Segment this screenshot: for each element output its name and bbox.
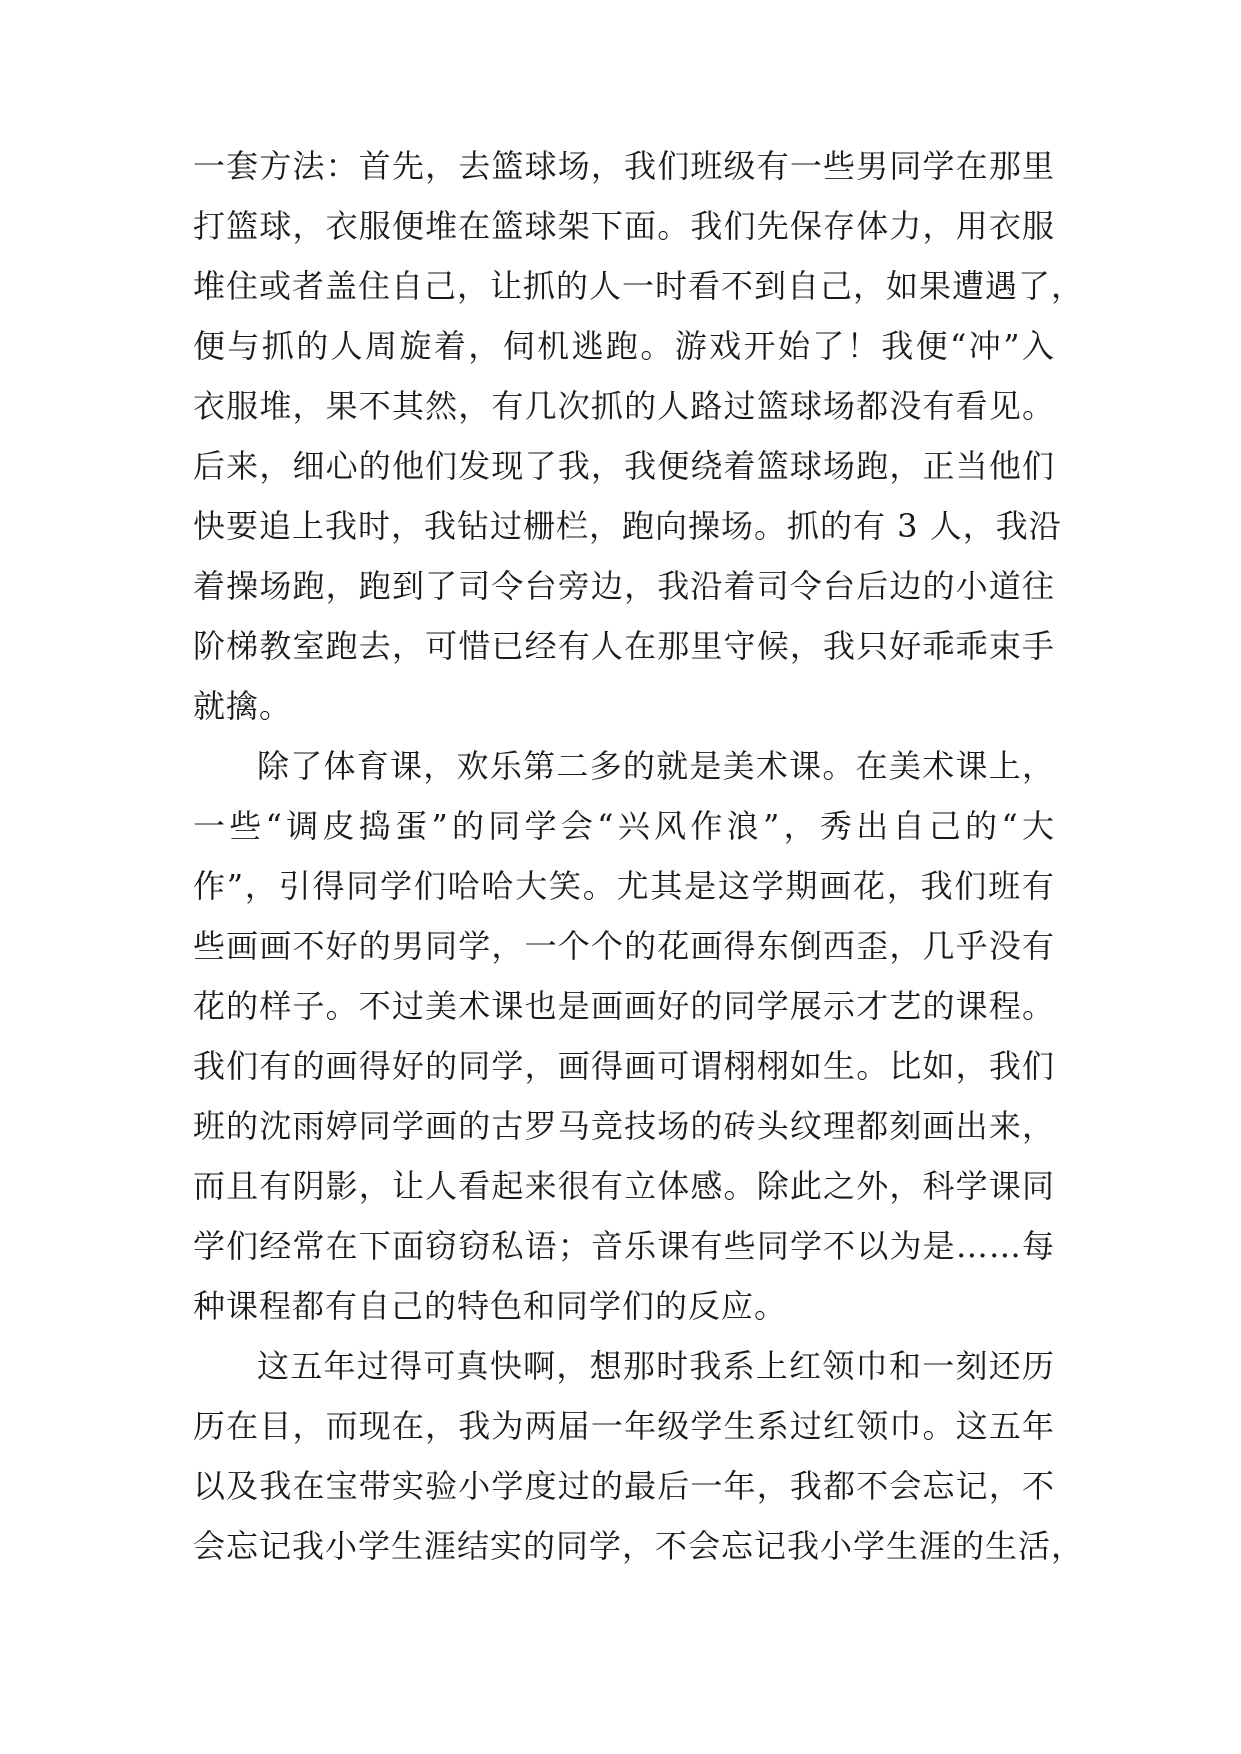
text-line: 会忘记我小学生涯结实的同学，不会忘记我小学生涯的生活， xyxy=(193,1527,1085,1565)
text-line: 打篮球，衣服便堆在篮球架下面。我们先保存体力，用衣服 xyxy=(193,207,1055,245)
paragraph-first-line: 这五年过得可真快啊，想那时我系上红领巾和一刻还历 xyxy=(257,1347,1055,1385)
text-line: 以及我在宝带实验小学度过的最后一年，我都不会忘记，不 xyxy=(193,1467,1055,1505)
text-line: 些画画不好的男同学，一个个的花画得东倒西歪，几乎没有 xyxy=(193,927,1055,965)
text-line: 花的样子。不过美术课也是画画好的同学展示才艺的课程。 xyxy=(193,987,1055,1025)
text-line: 一些“调皮捣蛋”的同学会“兴风作浪”，秀出自己的“大 xyxy=(193,807,1055,845)
text-line: 学们经常在下面窃窃私语；音乐课有些同学不以为是……每 xyxy=(193,1227,1055,1265)
text-line: 班的沈雨婷同学画的古罗马竞技场的砖头纹理都刻画出来， xyxy=(193,1107,1055,1145)
text-line: 后来，细心的他们发现了我，我便绕着篮球场跑，正当他们 xyxy=(193,447,1055,485)
paragraph-first-line: 除了体育课，欢乐第二多的就是美术课。在美术课上， xyxy=(257,747,1055,785)
text-line: 历在目，而现在，我为两届一年级学生系过红领巾。这五年 xyxy=(193,1407,1055,1445)
text-line: 种课程都有自己的特色和同学们的反应。 xyxy=(193,1287,788,1325)
text-line: 堆住或者盖住自己，让抓的人一时看不到自己，如果遭遇了， xyxy=(193,267,1085,305)
text-line: 衣服堆，果不其然，有几次抓的人路过篮球场都没有看见。 xyxy=(193,387,1055,425)
text-line: 作”，引得同学们哈哈大笑。尤其是这学期画花，我们班有 xyxy=(193,867,1055,905)
text-line: 便与抓的人周旋着，伺机逃跑。游戏开始了！我便“冲”入 xyxy=(193,327,1055,365)
text-line: 而且有阴影，让人看起来很有立体感。除此之外，科学课同 xyxy=(193,1167,1055,1205)
text-line: 就擒。 xyxy=(193,687,293,725)
text-line: 着操场跑，跑到了司令台旁边，我沿着司令台后边的小道往 xyxy=(193,567,1055,605)
text-line: 一套方法：首先，去篮球场，我们班级有一些男同学在那里 xyxy=(193,147,1055,185)
text-line: 阶梯教室跑去，可惜已经有人在那里守候，我只好乖乖束手 xyxy=(193,627,1055,665)
text-line: 快要追上我时，我钻过栅栏，跑向操场。抓的有 3 人，我沿 xyxy=(193,507,1062,545)
text-line: 我们有的画得好的同学，画得画可谓栩栩如生。比如，我们 xyxy=(193,1047,1055,1085)
